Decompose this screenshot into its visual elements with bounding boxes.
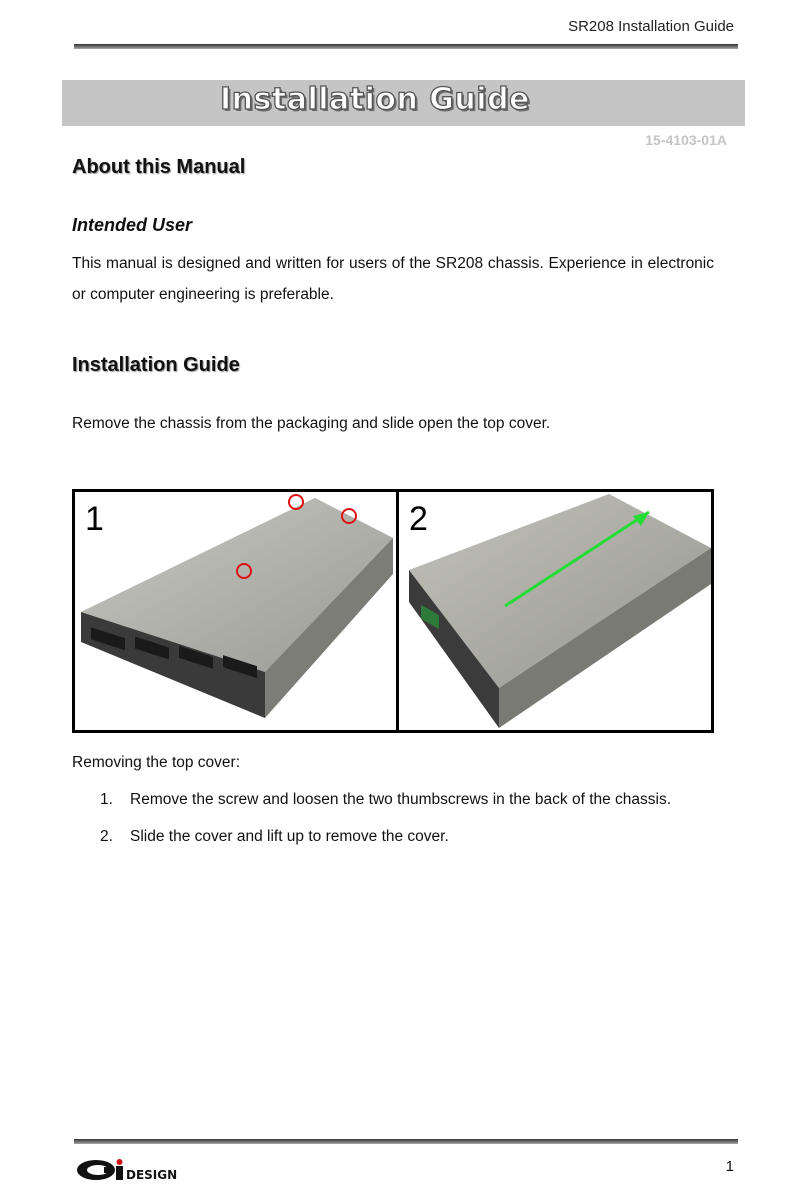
steps-lead: Removing the top cover:: [72, 754, 241, 771]
footer-rule: [74, 1139, 738, 1144]
company-logo: [76, 1158, 200, 1182]
running-header: SR208 Installation Guide: [568, 18, 734, 35]
chassis-photo-2: [399, 492, 711, 730]
header-rule: [74, 44, 738, 49]
list-item: [100, 791, 671, 809]
list-item-number: 2.: [100, 828, 113, 845]
about-heading: About this Manual: [72, 156, 246, 178]
panel-number-1: 1: [85, 500, 104, 538]
panel-number-2: 2: [409, 500, 428, 538]
figure-panel-2: [399, 492, 711, 730]
list-item-text: Slide the cover and lift up to remove the cover.: [130, 828, 449, 845]
page-number: 1: [725, 1158, 734, 1175]
chassis-figure: [72, 489, 714, 733]
title-banner: [62, 80, 745, 126]
banner-title: Installation Guide: [220, 82, 530, 117]
list-item: [100, 828, 449, 846]
figure-panel-1: [75, 492, 399, 730]
logo-text: DESIGN: [126, 1168, 178, 1182]
document-number: 15-4103-01A: [645, 132, 727, 148]
chassis-photo-1: [75, 492, 396, 730]
intended-user-heading: Intended User: [72, 215, 193, 235]
marker-circle: [289, 495, 303, 509]
intended-user-text: This manual is designed and written for users of the SR208 chassis. Experience in electronic or computer engineering is preferable.: [72, 255, 714, 303]
list-item-text: Remove the screw and loosen the two thumbscrews in the back of the chassis.: [130, 791, 672, 808]
list-item-number: 1.: [100, 791, 113, 808]
installation-intro: Remove the chassis from the packaging and slide open the top cover.: [72, 415, 551, 432]
installation-heading: Installation Guide: [72, 354, 240, 376]
